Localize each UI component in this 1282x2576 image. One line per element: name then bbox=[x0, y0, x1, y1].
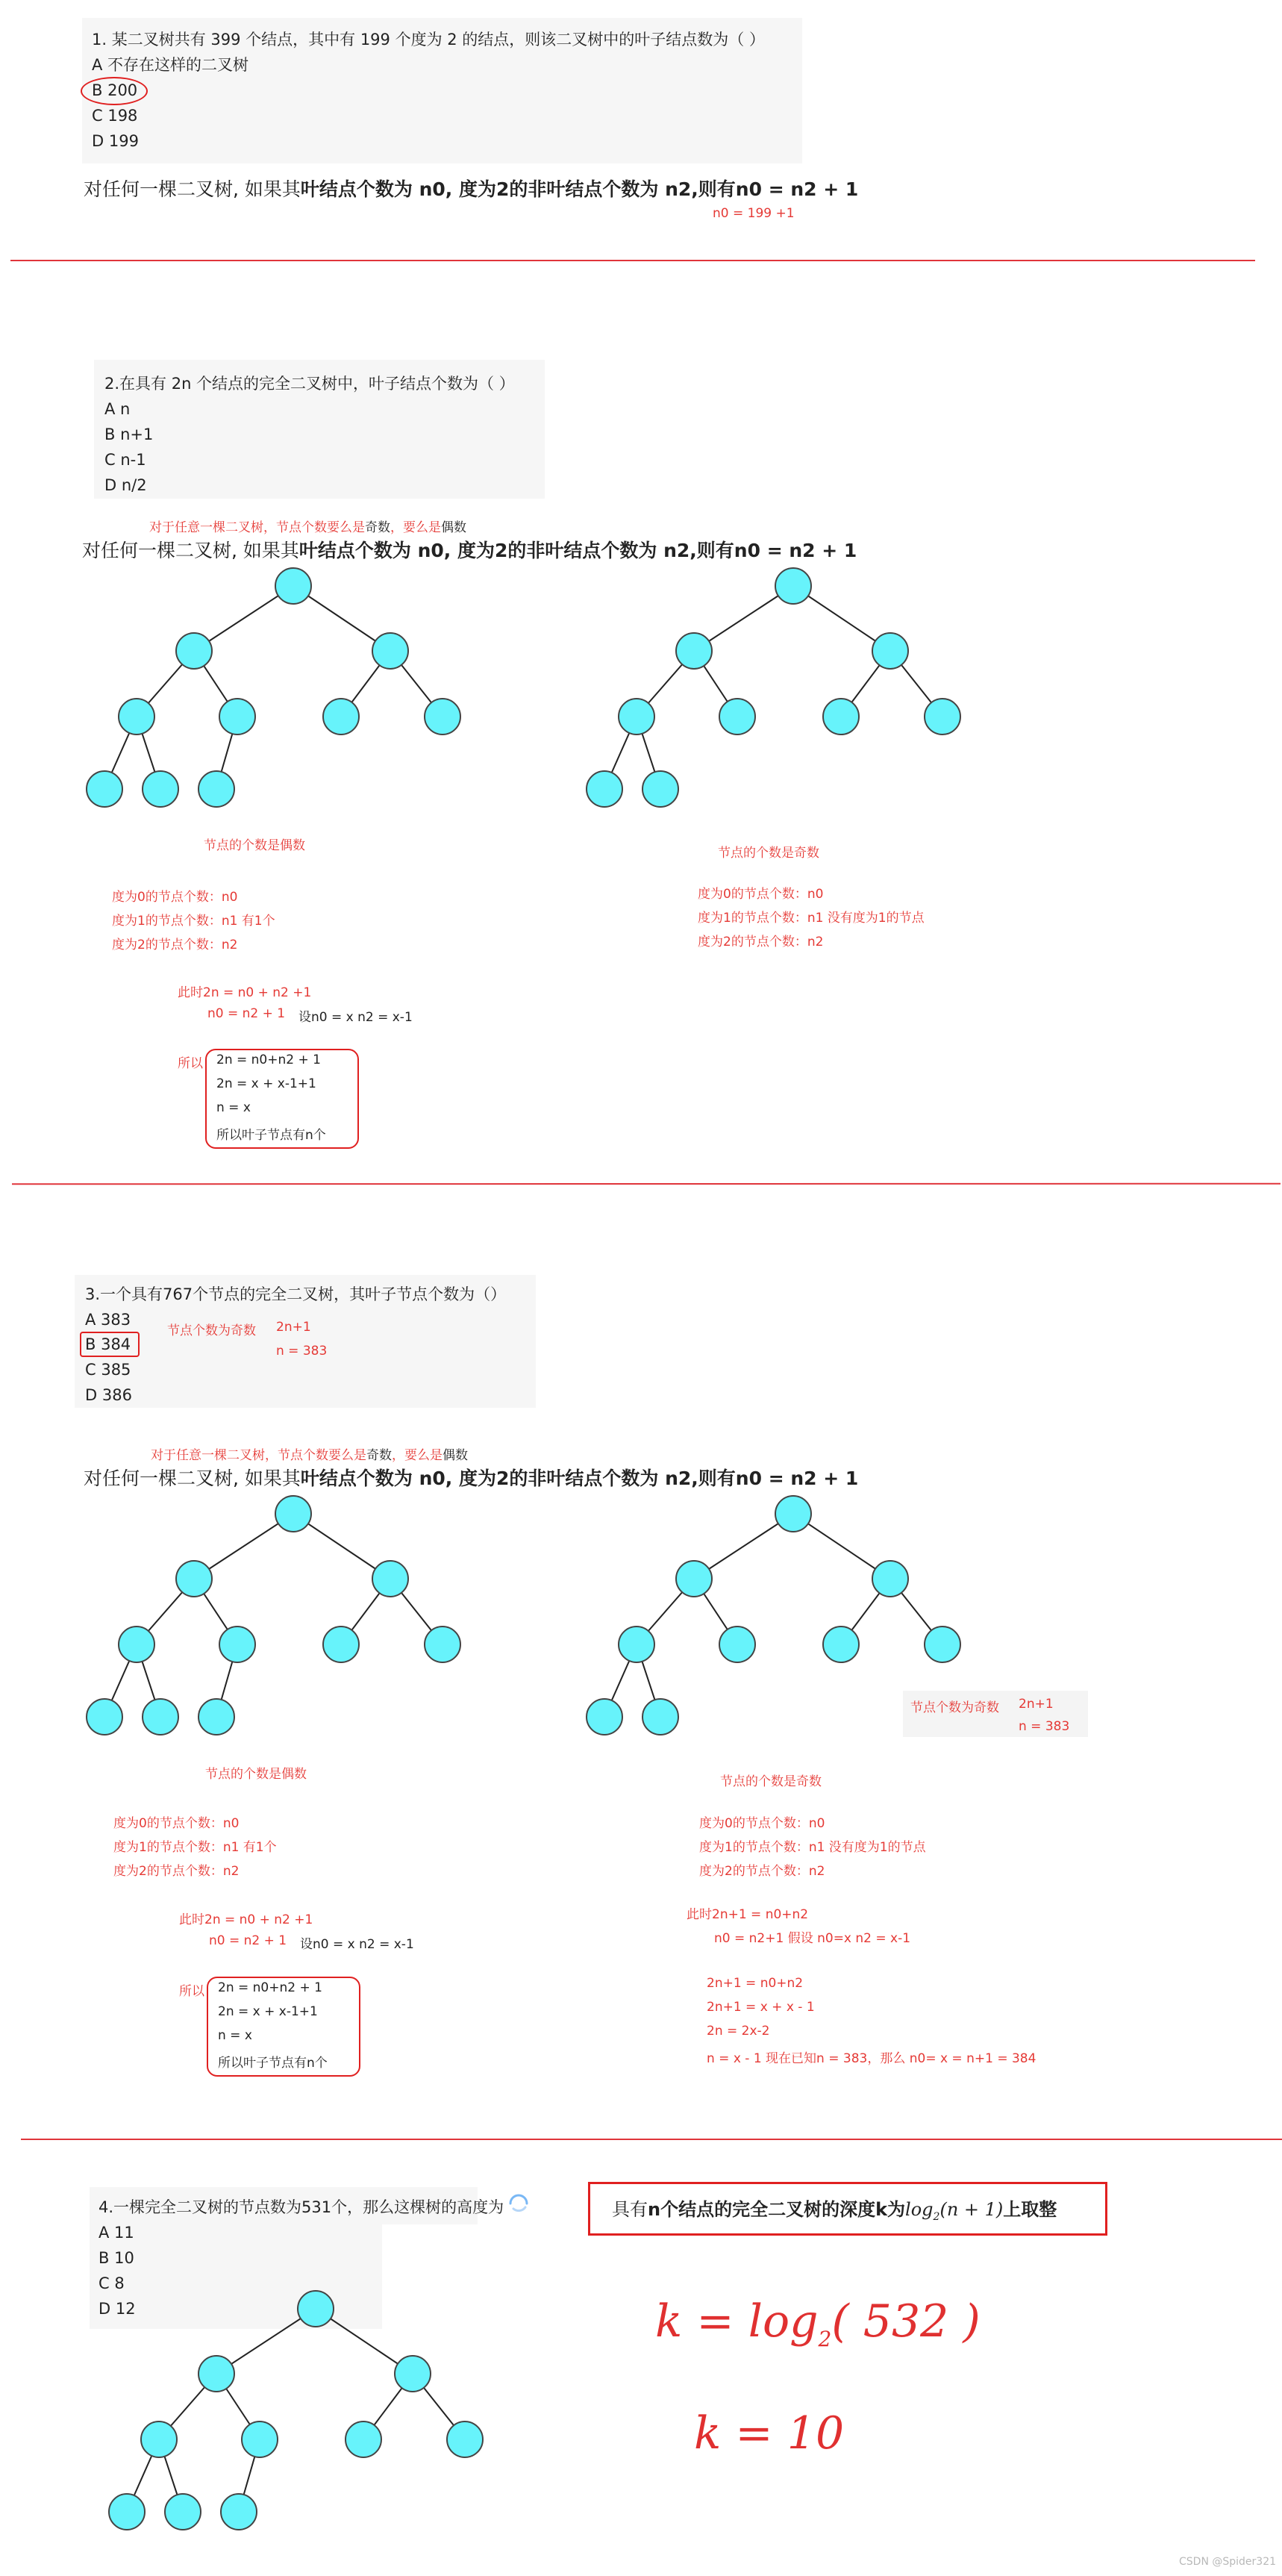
q3-right-calc-4: n = x - 1 现在已知n = 383，那么 n0= x = n+1 = 384 bbox=[707, 2051, 1036, 2066]
q3-right-line-1: 度为0的节点个数：n0 bbox=[699, 1816, 825, 1831]
box-prefix: 具有 bbox=[612, 2199, 648, 2220]
q3-parity-note bbox=[151, 1444, 468, 1463]
tree-node bbox=[619, 1627, 654, 1662]
tree-node bbox=[372, 1561, 408, 1597]
q3-right-calc-2: 2n+1 = x + x - 1 bbox=[707, 2000, 815, 2015]
tree-node bbox=[242, 2421, 278, 2457]
q3-right-note-3: n = 383 bbox=[1019, 1719, 1070, 1734]
tree-node bbox=[719, 699, 755, 735]
tree-node bbox=[425, 699, 460, 735]
tree-node bbox=[587, 771, 622, 807]
q2-tree-right bbox=[575, 560, 992, 821]
tree-node bbox=[925, 699, 960, 735]
q4-option-a: A 11 bbox=[99, 2224, 134, 2242]
loading-spinner-icon bbox=[506, 2191, 531, 2216]
tree-node bbox=[87, 771, 122, 807]
q4-question: 4.一棵完全二叉树的节点数为531个，那么这棵树的高度为 bbox=[99, 2198, 504, 2216]
q4-option-b: B 10 bbox=[99, 2249, 134, 2267]
tree-node bbox=[323, 699, 359, 735]
tree-node bbox=[219, 1627, 255, 1662]
q2-left-title: 节点的个数是偶数 bbox=[204, 838, 305, 853]
q3-right-derive-2: n0 = n2+1 假设 n0=x n2 = x-1 bbox=[714, 1931, 911, 1946]
formula-bold: 叶结点个数为 n0, 度为2的非叶结点个数为 n2,则有n0 = n2 + 1 bbox=[300, 178, 859, 200]
q2-right-line-2: 度为1的节点个数：n1 没有度为1的节点 bbox=[698, 911, 925, 926]
box-math-sub: 2 bbox=[933, 2210, 940, 2223]
depth-formula bbox=[612, 2195, 1057, 2223]
hand-1-main: k = log bbox=[655, 2295, 819, 2348]
tree-node bbox=[87, 1699, 122, 1735]
tree-node bbox=[425, 1627, 460, 1662]
tree-node bbox=[823, 699, 859, 735]
q3-side-note-2: 2n+1 bbox=[276, 1320, 311, 1335]
tree-node bbox=[642, 1699, 678, 1735]
footer-watermark: CSDN @Spider321 bbox=[1179, 2556, 1277, 2568]
formula-bold: 叶结点个数为 n0, 度为2的非叶结点个数为 n2,则有n0 = n2 + 1 bbox=[300, 1468, 859, 1489]
q2-so-label: 所以 bbox=[178, 1056, 203, 1071]
q3-right-derive-1: 此时2n+1 = n0+n2 bbox=[687, 1907, 809, 1922]
q2-derive-2b: 设n0 = x n2 = x-1 bbox=[298, 1010, 413, 1025]
q2-box-line-2: 2n = x + x-1+1 bbox=[216, 1076, 316, 1091]
tree-node bbox=[719, 1627, 755, 1662]
note-black-2: 偶数 bbox=[443, 1448, 468, 1463]
q3-option-c: C 385 bbox=[85, 1361, 131, 1379]
q2-left-line-3: 度为2的节点个数：n2 bbox=[112, 938, 238, 952]
tree-node bbox=[872, 633, 908, 669]
q2-option-a: A n bbox=[104, 400, 131, 418]
formula-prefix: 对任何一棵二叉树, 如果其 bbox=[84, 178, 301, 200]
note-black-1: 奇数 bbox=[366, 1448, 392, 1463]
tree-node bbox=[676, 633, 712, 669]
box-bold-1: n个结点的完全二叉树的深度k为 bbox=[648, 2199, 906, 2220]
note-black-1: 奇数 bbox=[365, 520, 390, 535]
q3-box-line-1: 2n = n0+n2 + 1 bbox=[218, 1980, 322, 1995]
q2-box-line-3: n = x bbox=[216, 1100, 251, 1115]
q3-right-line-2: 度为1的节点个数：n1 没有度为1的节点 bbox=[699, 1840, 926, 1855]
tree-node bbox=[925, 1627, 960, 1662]
tree-root-node bbox=[275, 1496, 311, 1532]
tree-root-node bbox=[775, 1496, 811, 1532]
tree-node bbox=[141, 2421, 177, 2457]
tree-node bbox=[119, 1627, 154, 1662]
q3-right-calc-3: 2n = 2x-2 bbox=[707, 2024, 770, 2039]
q3-question: 3.一个具有767个节点的完全二叉树，其叶子节点个数为（） bbox=[85, 1285, 507, 1303]
q1-option-b: B 200 bbox=[92, 81, 138, 99]
q1-calc: n0 = 199 +1 bbox=[713, 206, 795, 221]
box-math: log bbox=[905, 2199, 934, 2220]
tree-node bbox=[198, 771, 234, 807]
q3-so-label: 所以 bbox=[179, 1984, 204, 1999]
tree-node bbox=[219, 699, 255, 735]
q3-left-title: 节点的个数是偶数 bbox=[205, 1767, 307, 1782]
q1-option-c: C 198 bbox=[92, 107, 138, 125]
q2-left-line-1: 度为0的节点个数：n0 bbox=[112, 890, 238, 905]
tree-node bbox=[323, 1627, 359, 1662]
q3-box-line-2: 2n = x + x-1+1 bbox=[218, 2004, 318, 2019]
divider-3 bbox=[21, 2139, 1282, 2140]
q4-option-d: D 12 bbox=[99, 2300, 136, 2318]
tree-node bbox=[619, 699, 654, 735]
q2-option-d: D n/2 bbox=[104, 476, 147, 494]
tree-node bbox=[395, 2356, 431, 2392]
q2-option-b: B n+1 bbox=[104, 425, 154, 443]
q3-side-note-3: n = 383 bbox=[276, 1344, 328, 1359]
q3-derive-1: 此时2n = n0 + n2 +1 bbox=[179, 1912, 313, 1927]
tree-root-node bbox=[298, 2291, 334, 2327]
hand-1-arg: ( 532 ) bbox=[831, 2295, 981, 2348]
tree-node bbox=[198, 1699, 234, 1735]
formula-bold: 叶结点个数为 n0, 度为2的非叶结点个数为 n2,则有n0 = n2 + 1 bbox=[298, 540, 857, 561]
tree-node bbox=[109, 2494, 145, 2530]
formula-prefix: 对任何一棵二叉树, 如果其 bbox=[82, 540, 299, 561]
q3-right-title: 节点的个数是奇数 bbox=[720, 1774, 822, 1789]
tree-node bbox=[221, 2494, 257, 2530]
q3-derive-2b: 设n0 = x n2 = x-1 bbox=[300, 1937, 414, 1952]
tree-node bbox=[872, 1561, 908, 1597]
box-suffix: 上取整 bbox=[1003, 2199, 1057, 2220]
q2-formula bbox=[82, 536, 857, 563]
tree-node bbox=[642, 771, 678, 807]
q2-left-line-2: 度为1的节点个数：n1 有1个 bbox=[112, 914, 275, 929]
q3-tree-left bbox=[75, 1488, 493, 1749]
tree-node bbox=[198, 2356, 234, 2392]
q3-option-d: D 386 bbox=[85, 1386, 132, 1404]
hand-1-sub: 2 bbox=[818, 2327, 832, 2351]
tree-node bbox=[823, 1627, 859, 1662]
box-math-arg: (n + 1) bbox=[939, 2199, 1004, 2220]
tree-node bbox=[143, 771, 178, 807]
q2-right-title: 节点的个数是奇数 bbox=[718, 846, 819, 861]
q2-tree-left bbox=[75, 560, 493, 821]
q3-option-b: B 384 bbox=[85, 1335, 131, 1353]
q3-derive-2a: n0 = n2 + 1 bbox=[209, 1933, 287, 1948]
q1-question: 1. 某二叉树共有 399 个结点，其中有 199 个度为 2 的结点，则该二叉树中的叶子结点数为（ ） bbox=[92, 31, 765, 49]
q3-option-a: A 383 bbox=[85, 1311, 131, 1329]
q4-option-c: C 8 bbox=[99, 2274, 125, 2292]
q3-right-calc-1: 2n+1 = n0+n2 bbox=[707, 1976, 804, 1991]
handwritten-calc-2: k = 10 bbox=[694, 2407, 845, 2460]
tree-node bbox=[372, 633, 408, 669]
answer-circle bbox=[81, 77, 148, 105]
q2-right-line-1: 度为0的节点个数：n0 bbox=[698, 887, 824, 902]
tree-root-node bbox=[775, 568, 811, 604]
tree-node bbox=[587, 1699, 622, 1735]
tree-node bbox=[176, 633, 212, 669]
q2-parity-note bbox=[149, 517, 466, 535]
q1-formula bbox=[84, 175, 858, 202]
q1-option-d: D 199 bbox=[92, 132, 139, 150]
tree-root-node bbox=[275, 568, 311, 604]
note-red-1: 对于任意一棵二叉树，节点个数要么是 bbox=[149, 520, 365, 535]
q2-box-line-4: 所以叶子节点有n个 bbox=[216, 1128, 326, 1143]
tree-node bbox=[119, 699, 154, 735]
q3-left-line-1: 度为0的节点个数：n0 bbox=[113, 1816, 240, 1831]
q3-left-line-3: 度为2的节点个数：n2 bbox=[113, 1864, 240, 1879]
answer-box bbox=[80, 1332, 140, 1357]
q3-right-line-3: 度为2的节点个数：n2 bbox=[699, 1864, 825, 1879]
q2-derive-2a: n0 = n2 + 1 bbox=[207, 1006, 286, 1021]
note-red-1: 对于任意一棵二叉树，节点个数要么是 bbox=[151, 1448, 366, 1463]
tree-node bbox=[447, 2421, 483, 2457]
q3-side-note-1: 节点个数为奇数 bbox=[167, 1323, 256, 1338]
q2-right-line-3: 度为2的节点个数：n2 bbox=[698, 935, 824, 949]
q4-tree bbox=[97, 2283, 515, 2544]
divider-2 bbox=[12, 1183, 1281, 1185]
q1-option-a: A 不存在这样的二叉树 bbox=[92, 56, 249, 74]
q3-formula bbox=[84, 1464, 858, 1491]
divider-1 bbox=[10, 260, 1255, 261]
tree-node bbox=[676, 1561, 712, 1597]
q3-left-line-2: 度为1的节点个数：n1 有1个 bbox=[113, 1840, 277, 1855]
tree-node bbox=[143, 1699, 178, 1735]
note-red-2: ，要么是 bbox=[390, 520, 441, 535]
q3-right-note-2: 2n+1 bbox=[1019, 1697, 1054, 1712]
tree-node bbox=[345, 2421, 381, 2457]
handwritten-calc-1 bbox=[655, 2295, 981, 2351]
q3-box-line-3: n = x bbox=[218, 2028, 252, 2043]
q2-question: 2.在具有 2n 个结点的完全二叉树中，叶子结点个数为（ ） bbox=[104, 375, 515, 393]
tree-node bbox=[165, 2494, 201, 2530]
q3-box-line-4: 所以叶子节点有n个 bbox=[218, 2056, 328, 2071]
tree-node bbox=[176, 1561, 212, 1597]
formula-prefix: 对任何一棵二叉树, 如果其 bbox=[84, 1468, 301, 1489]
note-red-2: ，要么是 bbox=[392, 1448, 443, 1463]
q2-box-line-1: 2n = n0+n2 + 1 bbox=[216, 1052, 321, 1067]
q2-derive-1: 此时2n = n0 + n2 +1 bbox=[178, 985, 312, 1000]
note-black-2: 偶数 bbox=[441, 520, 466, 535]
q2-option-c: C n-1 bbox=[104, 451, 146, 469]
q3-right-note-1: 节点个数为奇数 bbox=[910, 1700, 999, 1715]
